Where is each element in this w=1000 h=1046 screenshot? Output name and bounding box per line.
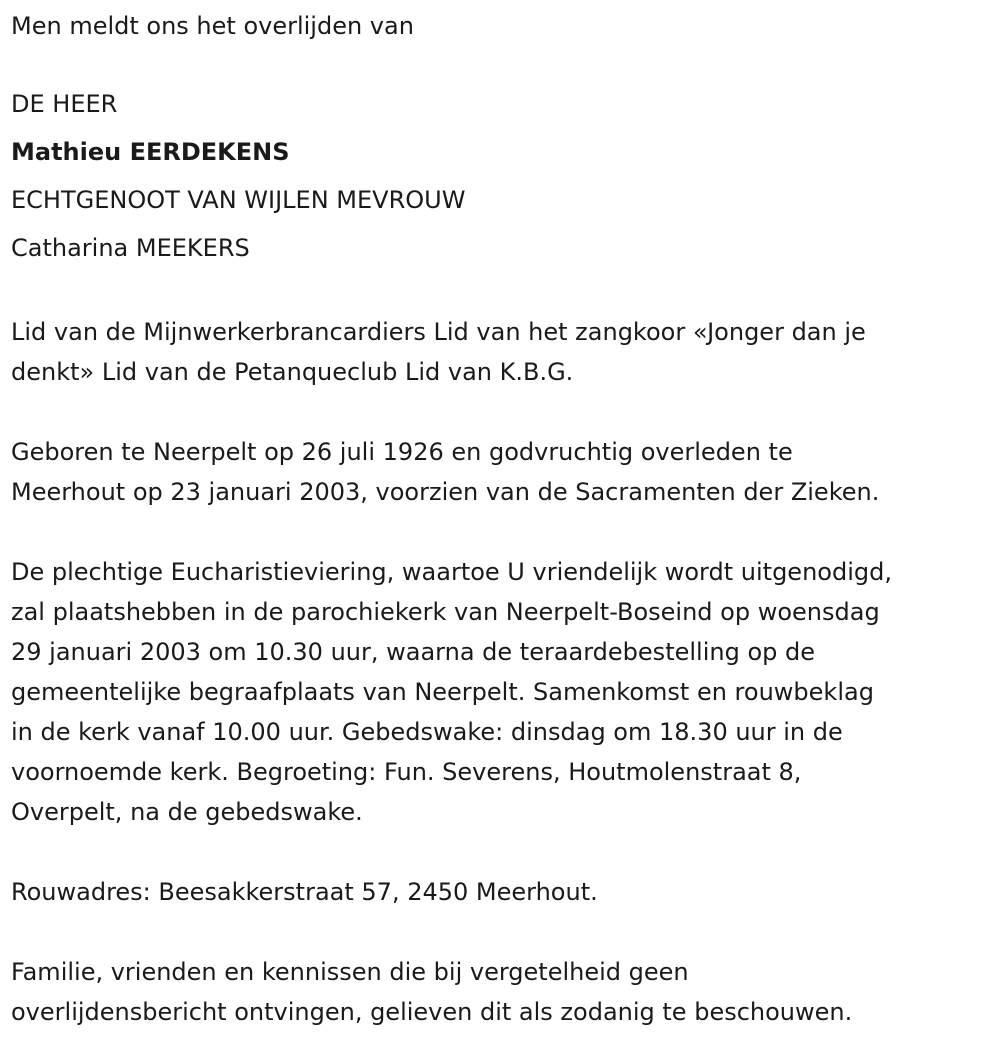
- ceremony-paragraph: [11, 552, 996, 832]
- paragraph-line: denkt» Lid van de Petanqueclub Lid van K.B.G.: [11, 358, 574, 386]
- memberships-paragraph: [11, 312, 996, 392]
- closing-paragraph: [11, 952, 996, 1032]
- paragraph-line: in de kerk vanaf 10.00 uur. Gebedswake: dinsdag om 18.30 uur in de: [11, 718, 843, 746]
- paragraph-line: 29 januari 2003 om 10.30 uur, waarna de teraardebestelling op de: [11, 638, 815, 666]
- spacer: [11, 272, 996, 312]
- spacer: [11, 512, 996, 552]
- paragraph-line: voornoemde kerk. Begroeting: Fun. Severens, Houtmolenstraat 8,: [11, 758, 802, 786]
- birth-death-paragraph: [11, 432, 996, 512]
- spouse-name: Catharina MEEKERS: [11, 234, 250, 262]
- death-notice: [11, 0, 996, 1032]
- deceased-name: Mathieu EERDEKENS: [11, 138, 290, 166]
- spacer: [11, 912, 996, 952]
- spacer: [11, 46, 996, 80]
- paragraph-line: Familie, vrienden en kennissen die bij vergetelheid geen: [11, 958, 689, 986]
- paragraph-line: gemeentelijke begraafplaats van Neerpelt. Samenkomst en rouwbeklag: [11, 678, 874, 706]
- paragraph-line: De plechtige Eucharistieviering, waartoe U vriendelijk wordt uitgenodigd,: [11, 558, 892, 586]
- spacer: [11, 832, 996, 872]
- intro-text: Men meldt ons het overlijden van: [11, 12, 414, 40]
- relation-text: ECHTGENOOT VAN WIJLEN MEVROUW: [11, 186, 466, 214]
- honorific-title: DE HEER: [11, 90, 118, 118]
- paragraph-line: overlijdensbericht ontvingen, gelieven dit als zodanig te beschouwen.: [11, 998, 853, 1026]
- paragraph-line: Geboren te Neerpelt op 26 juli 1926 en godvruchtig overleden te: [11, 438, 793, 466]
- paragraph-line: Meerhout op 23 januari 2003, voorzien van de Sacramenten der Zieken.: [11, 478, 880, 506]
- mourning-address: Rouwadres: Beesakkerstraat 57, 2450 Meerhout.: [11, 878, 598, 906]
- paragraph-line: zal plaatshebben in de parochiekerk van Neerpelt-Boseind op woensdag: [11, 598, 880, 626]
- spacer: [11, 392, 996, 432]
- paragraph-line: Lid van de Mijnwerkerbrancardiers Lid van het zangkoor «Jonger dan je: [11, 318, 866, 346]
- paragraph-line: Overpelt, na de gebedswake.: [11, 798, 363, 826]
